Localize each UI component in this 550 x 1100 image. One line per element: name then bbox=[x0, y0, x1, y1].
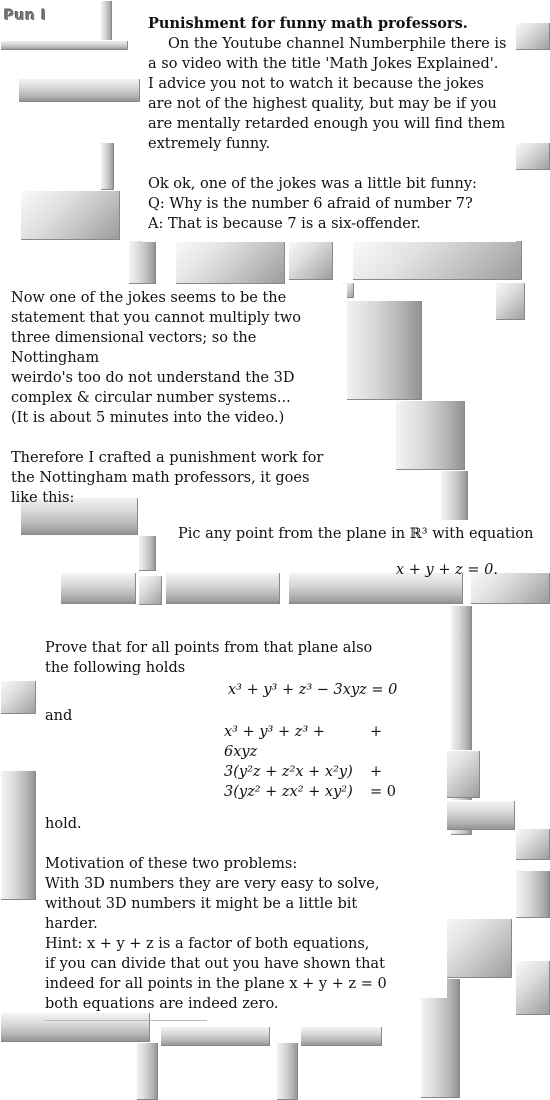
bg-tile bbox=[495, 282, 525, 320]
intro-line: are mentally retarded enough you will find them bbox=[148, 116, 506, 132]
equation-term: x³ + y³ + z³ + 6xyz bbox=[224, 724, 325, 760]
bg-tile bbox=[352, 240, 522, 280]
equation-operator: + bbox=[370, 764, 383, 780]
intro-line: On the Youtube channel Numberphile there is bbox=[168, 36, 507, 52]
bg-tile bbox=[440, 470, 468, 522]
intro-line: a so video with the title 'Math Jokes Explained'. bbox=[148, 56, 499, 72]
page-title: Punishment for funny math professors. bbox=[148, 15, 468, 32]
bg-tile bbox=[0, 1012, 150, 1042]
bg-tile bbox=[160, 1026, 270, 1046]
bg-tile bbox=[20, 190, 120, 240]
context-line: the Nottingham math professors, it goes bbox=[11, 470, 310, 486]
bg-tile bbox=[0, 680, 36, 714]
bg-tile bbox=[515, 142, 550, 170]
bg-tile bbox=[515, 828, 550, 860]
bg-tile bbox=[175, 240, 285, 284]
bg-tile bbox=[288, 240, 333, 280]
context-line: statement that you cannot multiply two bbox=[11, 310, 302, 326]
context-line: weirdo's too do not understand the 3D bbox=[11, 370, 295, 386]
bg-tile bbox=[18, 78, 140, 102]
bg-tile bbox=[128, 240, 156, 284]
equation-operator: + bbox=[370, 724, 383, 740]
intro-line: extremely funny. bbox=[148, 136, 271, 152]
equation-two-row bbox=[224, 782, 447, 802]
intro-panel bbox=[142, 10, 516, 242]
context-line: Therefore I crafted a punishment work for bbox=[11, 450, 324, 466]
context-line: complex & circular number systems... bbox=[11, 390, 291, 406]
equation-term: 3(yz² + zx² + xy²) bbox=[224, 784, 353, 800]
hint-line: Hint: x + y + z is a factor of both equations, bbox=[45, 936, 370, 952]
equation-two-row bbox=[224, 762, 447, 782]
motivation-line: Motivation of these two problems: bbox=[45, 856, 298, 872]
hint-line: both equations are indeed zero. bbox=[45, 996, 279, 1012]
bg-tile bbox=[100, 142, 114, 190]
proof-spacer bbox=[45, 834, 447, 854]
context-line: like this: bbox=[11, 490, 75, 506]
intro-spacer bbox=[148, 154, 516, 174]
equation-term: 3(y²z + z²x + x²y) bbox=[224, 764, 353, 780]
bg-tile bbox=[515, 22, 550, 50]
equation-two-row bbox=[224, 722, 447, 762]
bg-tile bbox=[0, 40, 128, 50]
bg-tile bbox=[0, 770, 36, 900]
hint-line: indeed for all points in the plane x + y + z = 0 bbox=[45, 976, 387, 992]
page-logo: Pun I bbox=[4, 8, 47, 24]
intro-line: Ok ok, one of the jokes was a little bit funny: bbox=[148, 176, 477, 192]
motivation-line: With 3D numbers they are very easy to solve, bbox=[45, 876, 380, 892]
hold-label: hold. bbox=[45, 816, 82, 832]
context-spacer bbox=[11, 428, 347, 448]
equation-one: x³ + y³ + z³ − 3xyz = 0 bbox=[228, 682, 398, 698]
bg-tile bbox=[276, 1042, 298, 1100]
proof-line: Prove that for all points from that plane also bbox=[45, 640, 373, 656]
bg-tile bbox=[515, 870, 550, 918]
bg-tile bbox=[165, 572, 280, 604]
bg-tile bbox=[138, 535, 156, 571]
problem-statement: Pic any point from the plane in ℝ³ with equation bbox=[178, 526, 534, 542]
bg-tile bbox=[138, 575, 162, 605]
bg-tile bbox=[440, 918, 512, 978]
and-label: and bbox=[45, 708, 73, 724]
equation-operator: = 0 bbox=[370, 784, 396, 800]
context-line: (It is about 5 minutes into the video.) bbox=[11, 410, 285, 426]
intro-line: I advice you not to watch it because the jokes bbox=[148, 76, 484, 92]
motivation-line: without 3D numbers it might be a little bit bbox=[45, 896, 358, 912]
proof-line: the following holds bbox=[45, 660, 186, 676]
bg-tile bbox=[60, 572, 136, 604]
bg-tile bbox=[395, 400, 465, 470]
bg-tile bbox=[515, 960, 550, 1015]
context-line: three dimensional vectors; so the Nottingham bbox=[11, 330, 257, 366]
context-line: Now one of the jokes seems to be the bbox=[11, 290, 287, 306]
plane-equation: x + y + z = 0. bbox=[396, 562, 498, 578]
bg-tile bbox=[136, 1042, 158, 1100]
equation-two bbox=[45, 722, 447, 802]
context-panel bbox=[4, 284, 347, 506]
proof-panel bbox=[38, 634, 447, 1012]
bg-tile bbox=[300, 1026, 382, 1046]
intro-line: are not of the highest quality, but may be if you bbox=[148, 96, 497, 112]
motivation-line: harder. bbox=[45, 916, 98, 932]
hint-line: if you can divide that out you have shown that bbox=[45, 956, 385, 972]
intro-line: Q: Why is the number 6 afraid of number 7? bbox=[148, 196, 473, 212]
intro-line: A: That is because 7 is a six-offender. bbox=[148, 216, 421, 232]
footer-divider bbox=[45, 1020, 207, 1021]
bg-tile bbox=[342, 300, 422, 400]
bg-tile bbox=[440, 800, 515, 830]
problem-panel bbox=[172, 520, 544, 578]
